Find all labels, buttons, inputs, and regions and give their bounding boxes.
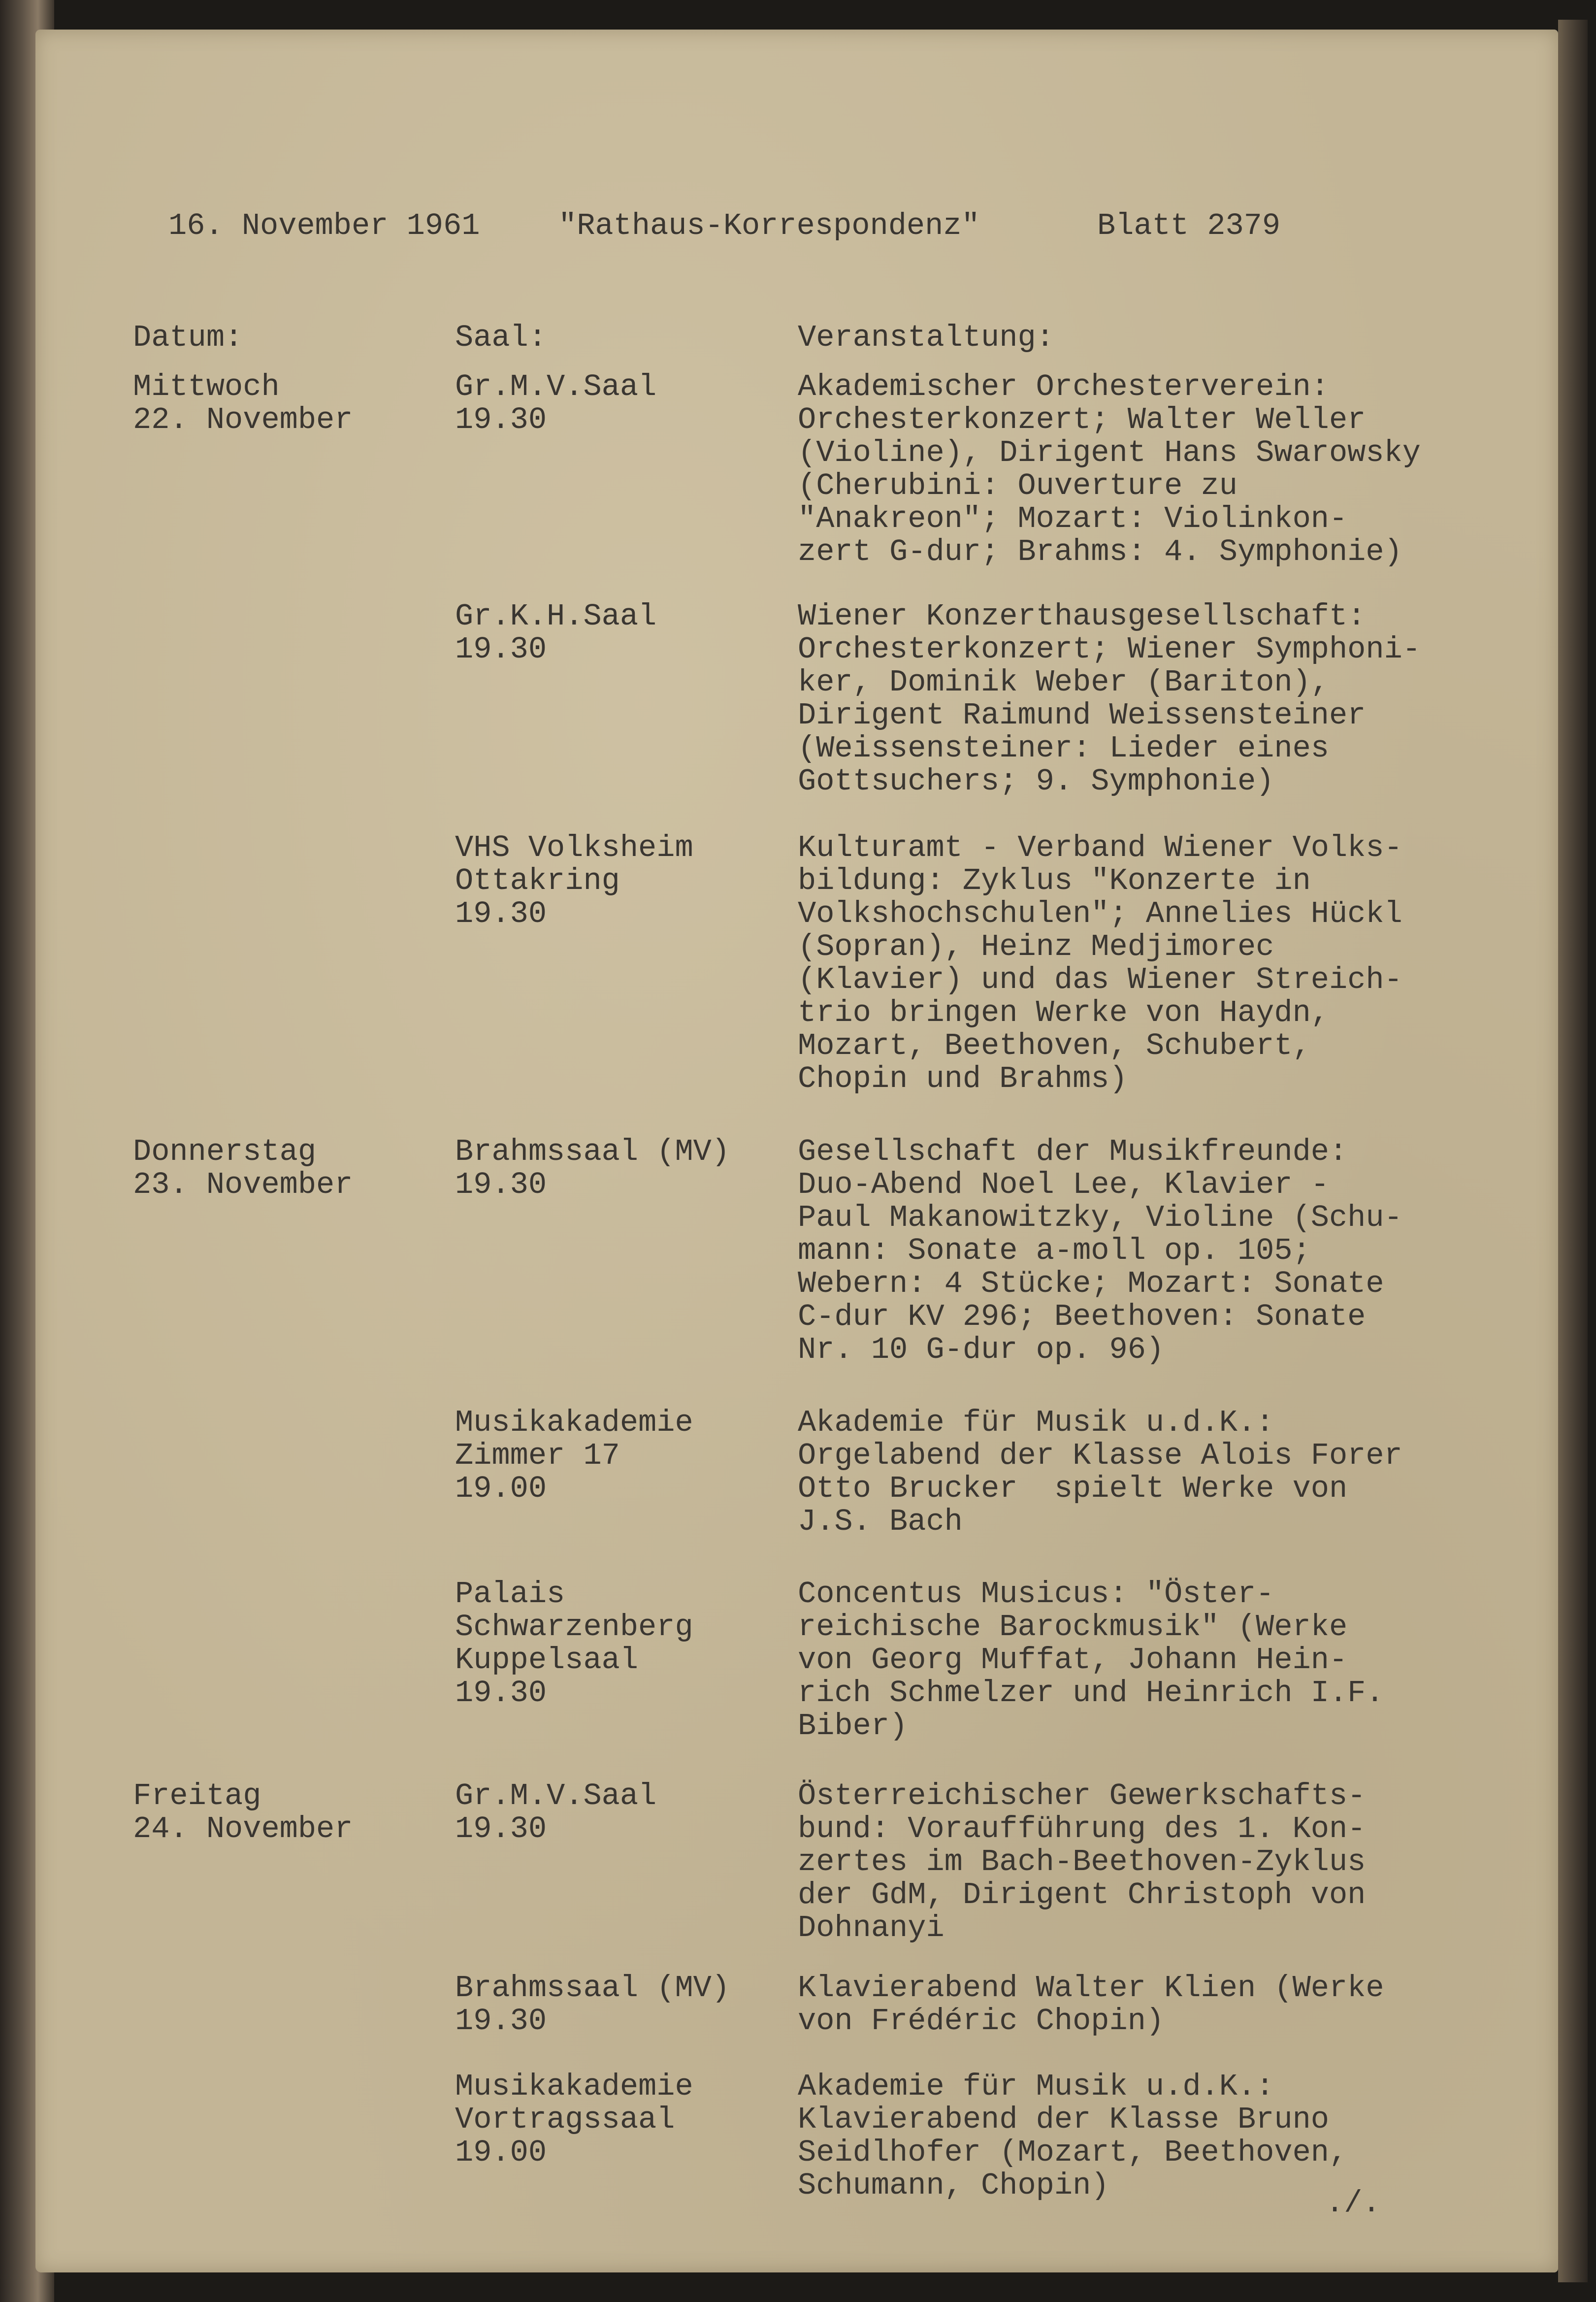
entry-event-line: Orchesterkonzert; Walter Weller xyxy=(798,402,1366,437)
entry-hall-line: Ottakring xyxy=(455,863,620,898)
entry-hall-line: 19.30 xyxy=(455,402,547,437)
entry-hall xyxy=(455,370,656,436)
entry-hall-line: 19.30 xyxy=(455,1811,547,1846)
entry-hall-line: Gr.M.V.Saal xyxy=(455,369,657,404)
document-page xyxy=(35,30,1558,2272)
column-heading-hall: Saal: xyxy=(455,320,547,355)
entry-hall xyxy=(455,600,656,666)
entry-event xyxy=(798,2070,1347,2202)
typewritten-text xyxy=(35,30,1558,2272)
entry-hall xyxy=(455,1135,730,1201)
entry-event-line: Webern: 4 Stücke; Mozart: Sonate xyxy=(798,1266,1384,1301)
entry-event xyxy=(798,831,1402,1095)
entry-date xyxy=(133,1135,353,1201)
entry-hall-line: Musikakademie xyxy=(455,1405,693,1440)
entry-hall-line: Gr.K.H.Saal xyxy=(455,599,657,634)
entry-hall-line: 19.30 xyxy=(455,632,547,667)
entry-event-line: Österreichischer Gewerkschafts- xyxy=(798,1778,1366,1813)
entry-event-line: (Cherubini: Ouverture zu xyxy=(798,468,1238,503)
entry-date-line: Donnerstag xyxy=(133,1134,317,1169)
entry-event-line: Gesellschaft der Musikfreunde: xyxy=(798,1134,1348,1169)
entry-event-line: Schumann, Chopin) xyxy=(798,2168,1109,2203)
entry-event-line: (Violine), Dirigent Hans Swarowsky xyxy=(798,435,1421,470)
entry-event-line: Paul Makanowitzky, Violine (Schu- xyxy=(798,1200,1402,1235)
entry-event-line: Gottsuchers; 9. Symphonie) xyxy=(798,764,1274,799)
entry-date xyxy=(133,1779,353,1845)
header-publication: "Rathaus-Korrespondenz" xyxy=(558,208,980,243)
entry-hall-line: Vortragssaal xyxy=(455,2102,675,2137)
entry-event xyxy=(798,370,1421,568)
column-heading-date: Datum: xyxy=(133,320,243,355)
entry-event-line: Volkshochschulen"; Annelies Hückl xyxy=(798,896,1402,931)
page-header xyxy=(35,129,1558,294)
entry-hall-line: Kuppelsaal xyxy=(455,1643,639,1677)
entry-hall-line: 19.00 xyxy=(455,2135,547,2170)
entry-event xyxy=(798,1135,1402,1366)
entry-event-line: "Anakreon"; Mozart: Violinkon- xyxy=(798,501,1348,536)
entry-event-line: bund: Voraufführung des 1. Kon- xyxy=(798,1811,1366,1846)
entry-hall-line: VHS Volksheim xyxy=(455,830,693,865)
entry-event-line: Chopin und Brahms) xyxy=(798,1061,1128,1096)
entry-event-line: Mozart, Beethoven, Schubert, xyxy=(798,1028,1311,1063)
entry-date-line: 24. November xyxy=(133,1811,353,1846)
entry-event-line: mann: Sonate a-moll op. 105; xyxy=(798,1233,1311,1268)
entry-event-line: Otto Brucker spielt Werke von xyxy=(798,1471,1348,1506)
entry-event-line: Orgelabend der Klasse Alois Forer xyxy=(798,1438,1402,1473)
entry-date-line: 22. November xyxy=(133,402,353,437)
entry-event-line: Nr. 10 G-dur op. 96) xyxy=(798,1332,1165,1367)
entry-event xyxy=(798,1578,1384,1743)
header-sheet-number: Blatt 2379 xyxy=(1097,208,1281,243)
page-stack-edge xyxy=(1558,20,1588,2282)
entry-event-line: Wiener Konzerthausgesellschaft: xyxy=(798,599,1366,634)
entry-hall-line: Brahmssaal (MV) xyxy=(455,1971,730,2006)
entry-hall xyxy=(455,2070,693,2169)
entry-event-line: Kulturamt - Verband Wiener Volks- xyxy=(798,830,1402,865)
header-date: 16. November 1961 xyxy=(168,208,480,243)
entry-event-line: C-dur KV 296; Beethoven: Sonate xyxy=(798,1299,1366,1334)
entry-event-line: Akademie für Musik u.d.K.: xyxy=(798,1405,1274,1440)
entry-event-line: Seidlhofer (Mozart, Beethoven, xyxy=(798,2135,1348,2170)
entry-event xyxy=(798,1972,1384,2038)
entry-event xyxy=(798,1406,1402,1538)
entry-date-line: 23. November xyxy=(133,1167,353,1202)
entry-event-line: Duo-Abend Noel Lee, Klavier - xyxy=(798,1167,1329,1202)
entry-hall-line: Palais xyxy=(455,1577,565,1611)
entry-event-line: (Klavier) und das Wiener Streich- xyxy=(798,962,1402,997)
entry-hall-line: Musikakademie xyxy=(455,2069,693,2104)
entry-event-line: trio bringen Werke von Haydn, xyxy=(798,995,1329,1030)
entry-event-line: J.S. Bach xyxy=(798,1504,963,1539)
entry-hall xyxy=(455,1578,693,1710)
entry-event-line: reichische Barockmusik" (Werke xyxy=(798,1610,1348,1644)
entry-event xyxy=(798,1779,1366,1944)
entry-event-line: von Frédéric Chopin) xyxy=(798,2004,1165,2039)
entry-event-line: der GdM, Dirigent Christoph von xyxy=(798,1877,1366,1912)
entry-hall xyxy=(455,1972,730,2038)
entry-event-line: von Georg Muffat, Johann Hein- xyxy=(798,1643,1348,1677)
entry-event-line: (Sopran), Heinz Medjimorec xyxy=(798,929,1274,964)
entry-event-line: ker, Dominik Weber (Bariton), xyxy=(798,665,1329,700)
entry-hall-line: 19.30 xyxy=(455,2004,547,2039)
column-heading-event: Veranstaltung: xyxy=(798,320,1054,355)
entry-hall xyxy=(455,1406,693,1505)
entry-event-line: zertes im Bach-Beethoven-Zyklus xyxy=(798,1844,1366,1879)
entry-event-line: (Weissensteiner: Lieder eines xyxy=(798,731,1329,766)
entry-hall-line: Brahmssaal (MV) xyxy=(455,1134,730,1169)
entry-hall-line: 19.00 xyxy=(455,1471,547,1506)
entry-event xyxy=(798,600,1421,798)
entry-hall-line: 19.30 xyxy=(455,896,547,931)
entry-event-line: rich Schmelzer und Heinrich I.F. xyxy=(798,1676,1384,1710)
entry-event-line: bildung: Zyklus "Konzerte in xyxy=(798,863,1311,898)
entry-hall-line: Gr.M.V.Saal xyxy=(455,1778,657,1813)
entry-date-line: Mittwoch xyxy=(133,369,280,404)
entry-date xyxy=(133,370,353,436)
entry-event-line: Biber) xyxy=(798,1709,908,1743)
entry-hall-line: 19.30 xyxy=(455,1167,547,1202)
entry-date-line: Freitag xyxy=(133,1778,261,1813)
entry-hall-line: 19.30 xyxy=(455,1676,547,1710)
entry-event-line: Klavierabend der Klasse Bruno xyxy=(798,2102,1329,2137)
entry-event-line: zert G-dur; Brahms: 4. Symphonie) xyxy=(798,534,1402,569)
entry-event-line: Akademischer Orchesterverein: xyxy=(798,369,1329,404)
entry-event-line: Concentus Musicus: "Öster- xyxy=(798,1577,1274,1611)
entry-event-line: Akademie für Musik u.d.K.: xyxy=(798,2069,1274,2104)
continuation-mark: ./. xyxy=(1326,2186,1381,2221)
entry-event-line: Klavierabend Walter Klien (Werke xyxy=(798,1971,1384,2006)
entry-hall-line: Schwarzenberg xyxy=(455,1610,693,1644)
entry-hall-line: Zimmer 17 xyxy=(455,1438,620,1473)
entry-event-line: Orchesterkonzert; Wiener Symphoni- xyxy=(798,632,1421,667)
entry-hall xyxy=(455,1779,656,1845)
entry-hall xyxy=(455,831,693,930)
entry-event-line: Dirigent Raimund Weissensteiner xyxy=(798,698,1366,733)
entry-event-line: Dohnanyi xyxy=(798,1910,945,1945)
